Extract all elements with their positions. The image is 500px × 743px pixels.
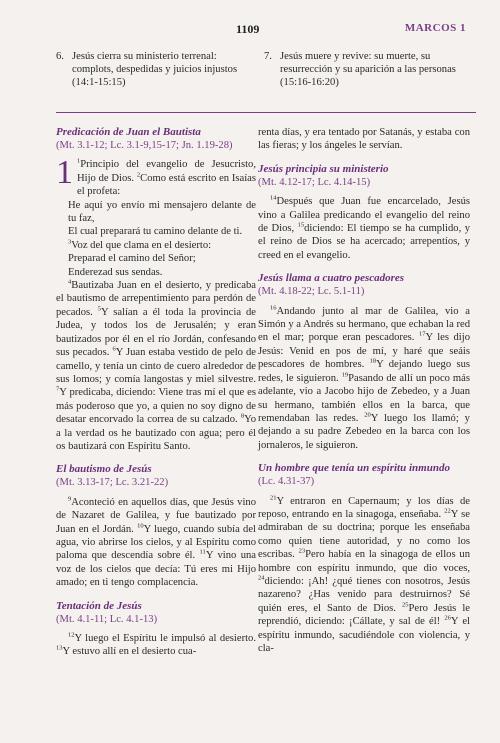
verse: $^{14}$Después que Juan fue encarcelado, Jesús vino a Galilea predicando el evangelio del reino de Dios, $^{15}$diciendo: El tiempo se ha cumplido, y el reino de Dios se ha acercado; arrepentíos, y creed en el evangelio. bbox=[258, 194, 471, 261]
section-title: Predicación de Juan el Bautista bbox=[56, 126, 201, 138]
right-column bbox=[258, 126, 470, 655]
page-number: 1109 bbox=[236, 22, 260, 36]
outline-item: 6. Jesús cierra su ministerio terrenal: complots, despedidas y juicios injustos (14:1-15:15) bbox=[56, 51, 238, 88]
section-title: Un hombre que tenía un espíritu inmundo bbox=[258, 462, 450, 475]
quote-line: Enderezad sus sendas. bbox=[68, 266, 163, 278]
verse: $^{12}$Y luego el Espíritu le impulsó al desierto. $^{13}$Y estuvo allí en el desierto cua- bbox=[56, 631, 256, 658]
verse: 1 $^1$Principio del evangelio de Jesucristo, Hijo de Dios. $^2$Como está escrito en Isaías el profeta: bbox=[56, 154, 256, 198]
divider-rule bbox=[56, 112, 476, 113]
quote-line: El cual preparará tu camino delante de ti. bbox=[68, 226, 243, 238]
section-reference: (Mt. 4.12-17; Lc. 4.14-15) bbox=[258, 176, 371, 188]
section-title: Jesús principia su ministerio bbox=[258, 162, 389, 175]
section-reference: (Lc. 4.31-37) bbox=[258, 476, 315, 488]
section-title: Jesús llama a cuatro pescadores bbox=[258, 272, 405, 285]
section-reference: (Mt. 4.1-11; Lc. 4.1-13) bbox=[56, 613, 158, 625]
section-reference: (Mt. 3.13-17; Lc. 3.21-22) bbox=[56, 477, 169, 489]
page-header bbox=[0, 22, 500, 38]
verse: $^{21}$Y entraron en Capernaum; y los días de reposo, entrando en la sinagoga, enseñaba. $^{22}$Y se admiraban de su doctrina; porque les enseñaba como quien tiene autoridad, y no como los escribas. $^{23}$Pero había en la sinagoga de ellos un hombre con espíritu inmundo, que dio voces, $^{24}$diciendo: ¡Ah! ¿qué tienes con nosotros, Jesús nazareno? ¿Has venido para destruirnos? Sé quién eres, el Santo de Dios. $^{25}$Pero Jesús le reprendió, diciendo: ¡Cállate, y sal de él! $^{26}$Y el espíritu inmundo, sacudiéndole con violencia, y cla- bbox=[258, 494, 470, 654]
verse: $^3$Voz del que clama en el desierto: bbox=[68, 238, 212, 251]
chapter-number: 1 bbox=[56, 154, 73, 192]
verse: $^9$Aconteció en aquellos días, que Jesús vino de Nazaret de Galilea, y fue bautizado por Juan en el Jordán. $^{10}$Y luego, cuando subía del agua, vio abrirse los cielos, y al Espíritu como paloma que descendía sobre él. $^{11}$Y vino una voz de los cielos que decía: Tú eres mi Hijo amado; en ti tengo complacencia. bbox=[56, 495, 257, 589]
quote-line: He aquí yo envío mi mensajero delante de tu faz, bbox=[68, 199, 256, 225]
section-reference: (Mt. 4.18-22; Lc. 5.1-11) bbox=[258, 286, 365, 298]
left-column bbox=[56, 126, 256, 659]
verse-continuation: renta días, y era tentado por Satanás, y estaba con las fieras; y los ángeles le servían. bbox=[258, 127, 470, 152]
verse: $^4$Bautizaba Juan en el desierto, y predicaba el bautismo de arrepentimiento para perdón de pecados. $^5$Y salían a él toda la provincia de Judea, y todos los de Jerusalén; y eran bautizados por él en el río Jordán, confesando sus pecados. $^6$Y Juan estaba vestido de pelo de camello, y tenía un cinto de cuero alrededor de sus lomos; y comía langostas y miel silvestre. $^7$Y predicaba, diciendo: Viene tras mí el que es más poderoso que yo, a quien no soy digno de desatar encorvado la correa de su calzado. $^8$Yo a la verdad os he bautizado con agua; pero él os bautizará con Espíritu Santo. bbox=[56, 278, 256, 452]
section-title: Tentación de Jesús bbox=[56, 599, 142, 612]
quote-line: Preparad el camino del Señor; bbox=[68, 253, 196, 265]
section-title: El bautismo de Jesús bbox=[56, 463, 152, 476]
verse: $^{16}$Andando junto al mar de Galilea, vio a Simón y a Andrés su hermano, que echaban la red en el mar; porque eran pescadores. $^{17}$Y les dijo Jesús: Venid en pos de mí, y haré que seáis pescadores de hombres. $^{18}$Y dejando luego sus redes, le siguieron. $^{19}$Pasando de allí un poco más adelante, vio a Jacobo hijo de Zebedeo, y a Juan su hermano, también ellos en la barca, que remendaban las redes. $^{20}$Y luego los llamó; y dejando a su padre Zebedeo en la barca con los jornaleros, le siguieron. bbox=[258, 304, 470, 451]
book-chapter-header: MARCOS 1 bbox=[404, 22, 466, 34]
outline-item: 7. Jesús muere y revive: su muerte, su resurrección y su aparición a las personas (15:16-16:20) bbox=[264, 51, 456, 88]
section-reference: (Mt. 3.1-12; Lc. 3.1-9,15-17; Jn. 1.19-28) bbox=[56, 140, 233, 151]
